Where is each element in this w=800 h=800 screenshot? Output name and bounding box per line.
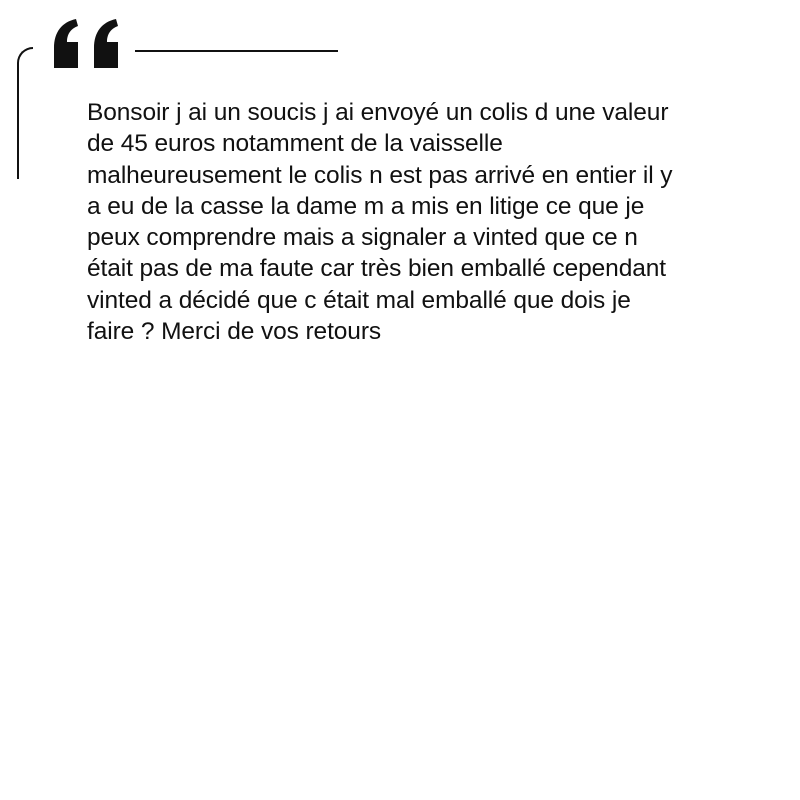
quote-line: a eu de la casse la dame m a mis en litige ce que je [87,192,645,220]
top-divider-line [135,50,338,52]
quote-frame-corner [17,47,33,179]
quote-line: de 45 euros notamment de la vaisselle [87,130,503,158]
quote-line: faire ? Merci de vos retours [87,318,382,346]
quote-line: était pas de ma faute car très bien emballé cependant [87,255,666,283]
quote-line: peux comprendre mais a signaler a vinted que ce n [87,224,638,252]
quote-line: vinted a décidé que c était mal emballé que dois je [87,286,631,314]
quote-text [87,97,747,347]
quote-line: malheureusement le colis n est pas arrivé en entier il y [87,161,673,189]
open-quote-icon [52,18,122,70]
quote-line: Bonsoir j ai un soucis j ai envoyé un colis d une valeur [87,99,669,126]
